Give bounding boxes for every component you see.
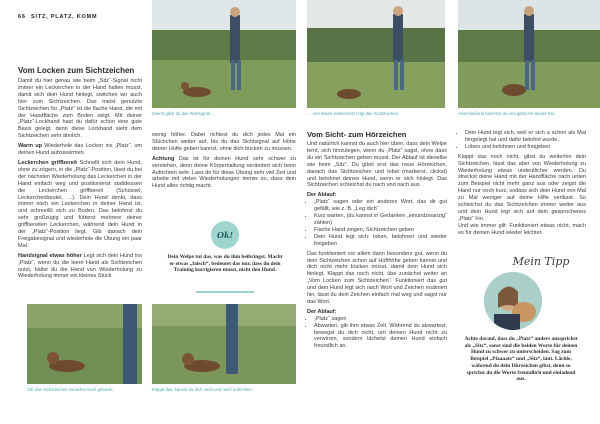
warmup-text: Wiederhole das Locken ins „Platz“, um deinen Hund aufzuwärmen. bbox=[18, 143, 143, 157]
hand-text: Legt sich dein Hund ins „Platz“, wenn du die leere Hand als Sichtzeichen nutzt, hältst du die Hand von Wiederholung zu Wiederholung immer ein kleines Stück bbox=[18, 252, 142, 280]
ablauf-list-1 bbox=[307, 199, 447, 247]
ablauf-list-2 bbox=[307, 316, 447, 351]
col4-list bbox=[458, 130, 586, 151]
list-item: • Kurz warten, (du kannst in Gedanken „einundzwanzig“ zählen) bbox=[314, 213, 447, 227]
column-4 bbox=[458, 130, 586, 237]
photo-top-2 bbox=[307, 0, 445, 108]
photo-bottom-2 bbox=[152, 304, 296, 384]
ablauf-title-1: Der Ablauf: bbox=[307, 192, 337, 199]
caption-bottom-1: Gib das Sichtzeichen zunächst noch gebückt. bbox=[27, 387, 114, 392]
list-item: • Loben und belohnen und freigeben bbox=[465, 144, 586, 151]
achtung-lead: Achtung bbox=[152, 155, 175, 162]
warmup-lead: Warm up bbox=[18, 143, 43, 150]
warmup-paragraph bbox=[18, 143, 142, 157]
list-item: • Flache Hand zeigen, Sichtzeichen geben bbox=[314, 227, 447, 234]
quote-divider bbox=[196, 291, 254, 293]
hand-lead: Handsignal etwas höher bbox=[18, 252, 82, 259]
col4-paragraph: Klappt das noch nicht, gibst du weiterhin dein Sichtzeichen, lässt das aber von Wiederholung zu Wiederholung etwas undeutlicher werden. Du streckst deine Hand mit der Handfläche nach unten zum Beispiel nicht mehr ganz aus oder zeigst die Hand nur noch kurz, sodass sich dein Hund von Mal zu Mal weniger auf deine Hilfe verlässt. So schleichst du das Sichtzeichen immer weiter aus und dein Hund legt sich auf dein gesprochenes „Platz“ hin. bbox=[458, 153, 586, 222]
caption-top-1: Zuerst gibst du das Wortsignal … bbox=[152, 111, 216, 116]
lecker-text: Schnellt sich dein Hund, ohne zu zögern, in die „Platz“-Position, lässt du bei der nächsten Wiederholung das Leckerchen in der Hand einfach weg und positionierst stattdessen die Leckerchen griffbereit (Schüssel, Leckerchenbeutel, …). Dein Hund denkt, dass immer noch ein Leckerchen in deiner Hand ist, und schmeißt sich zu Boden. Das belohnst du sehr großzügig und fütterst mehrere deiner griffbereiten Leckerchen, während dein Hund in der „Platz“-Position liegt. Gib danach dein Freigabesignal und wiederhole die Übung ein paar Mal. bbox=[18, 159, 142, 249]
list-item: • „Platz“ sagen bbox=[314, 316, 447, 323]
intro-paragraph: Damit du hier genau wie beim „Sitz“-Signal nicht immer ein Leckerchen in der Hand halten musst, damit sich dein Hund hinlegt, switchen wir auch hier zum Sichtzeichen. Das meist genutzte Sichtzeichen für „Platz“ ist die flache Hand, die mit der Handfläche zum Boden zeigt. Mit deiner „Platz“-Lockhand hast du dafür schon eine gute Basis gelegt, denn diese Lockhand sieht dem Sichtzeichen sehr ähnlich. bbox=[18, 78, 142, 140]
achtung-text: Das ist für deinen Hund sehr schwer zu verstehen, denn deine Körperhaltung verändert sich beim Aufrichten sehr. Lass dir für diese Übung sehr viel Zeit und arbeite mit vielen Wiederholungen immer so, dass dein Hund alles richtig macht. bbox=[152, 155, 297, 190]
section-heading-locken: Vom Locken zum Sichtzeichen bbox=[18, 66, 135, 75]
list-item: • Dein Hund legt sich: loben, belohnen und wieder freigeben bbox=[314, 234, 447, 248]
quote-text: Dein Welpe tut das, was du ihm beibringst. Macht er etwas „falsch“, bedeutet das nur, dass du dein Training korrigieren musst, nicht den Hund. bbox=[167, 254, 283, 274]
achtung-paragraph bbox=[152, 156, 296, 191]
tip-text: Achte darauf, dass du „Platz“ anders aussprichst als „Sitz“, sonst sind die beiden Worte für deinen Hund zu schwer zu unterscheiden. Sag zum Beispiel „Plaaaatz“ und „Sitz“, laut. Lächle, während du dein Hörzeichen gibst, denn so sprichst du die Worte freundlich und einladend aus. bbox=[464, 336, 578, 383]
caption-top-3: Anschließend belohnst du und gibst ihn wieder frei. bbox=[458, 111, 556, 116]
list-item: • „Platz“ sagen oder ein anderes Wort, das dir gut gefällt, wie z. B. „Leg dich“ bbox=[314, 199, 447, 213]
photo-top-3 bbox=[458, 0, 600, 108]
column-2 bbox=[152, 132, 296, 190]
caption-bottom-2: Klappt das, kannst du dich nach und nach aufrichten. bbox=[152, 387, 254, 392]
caption-top-2: … und etwas zeitversetzt folgt das Sichtzeichen. bbox=[307, 111, 400, 116]
ablauf-title-2: Der Ablauf: bbox=[307, 308, 337, 315]
author-avatar bbox=[484, 272, 542, 330]
tip-title: Mein Tipp bbox=[512, 255, 570, 268]
column-3 bbox=[307, 130, 447, 350]
ok-badge bbox=[211, 221, 239, 249]
lecker-lead: Leckerchen griffbereit bbox=[18, 159, 77, 166]
page-number: 66 bbox=[18, 14, 26, 20]
lecker-paragraph bbox=[18, 160, 142, 250]
continuation-paragraph: wenig höher. Dabei richtest du dich jedes Mal ein Stückchen weiter auf, bis du das Sichtsignal auf Höhe deiner Hüfte geben kannst, ohne dich bücken zu müssen. bbox=[152, 132, 296, 152]
section-heading-hoerzeichen: Vom Sicht- zum Hörzeichen bbox=[307, 130, 407, 139]
running-title: SITZ, PLATZ, KOMM bbox=[31, 14, 98, 20]
col4-closing: Und wie immer gilt: Funktioniert etwas nicht, mach es für deinen Hund wieder leichter. bbox=[458, 222, 586, 236]
column-1 bbox=[18, 66, 142, 280]
running-header bbox=[18, 14, 97, 20]
ok-badge-label: Ok! bbox=[216, 230, 234, 240]
col3-paragraph: Das funktioniert vor allem dann besonders gut, wenn du dein Sichtzeichen schon auf Hüfthöhe geben kannst und dich nicht mehr bücken musst, damit dein Hund sich hinlegt. Klappt das noch nicht, übe zunächst weiter an „Vom Locken zum Sichtzeichen“. Funktioniert das gut und dein Hund legt sich nach Wort und Zeichen routiniert hin, lässt du dein Zeichen einfach mal weg und sagst nur das Wort. bbox=[307, 250, 447, 305]
col3-intro: Und natürlich kannst du auch hier üben, dass dein Welpe lernt, sich hinzulegen, wenn du „Platz“ sagst, ohne dass du ein Sichtzeichen geben musst. Der Ablauf ist dieselbe wie beim „Sitz“. Du gibst erst das neue Hörzeichen, danach das Sichtzeichen und lobst (markerst, clickst) und belohnst deinen Hund, wenn er sich hinlegt. Das Sichtzeichen schleichst du nach und nach aus. bbox=[307, 141, 447, 189]
photo-bottom-1 bbox=[27, 304, 142, 384]
photo-top-1 bbox=[152, 0, 296, 108]
list-item: • Abwarten, gib ihm etwas Zeit. Während du abwartest, bewegst du dich nicht, um deinen Hund nicht zu verwirren, sondern lächelst deinen Hund einfach freundlich an. bbox=[314, 323, 447, 351]
list-item: • Dein Hund legt sich, weil er sich a schon als Mal hingelegt hat und dafür belohnt wurde. bbox=[465, 130, 586, 144]
hand-paragraph bbox=[18, 253, 142, 281]
